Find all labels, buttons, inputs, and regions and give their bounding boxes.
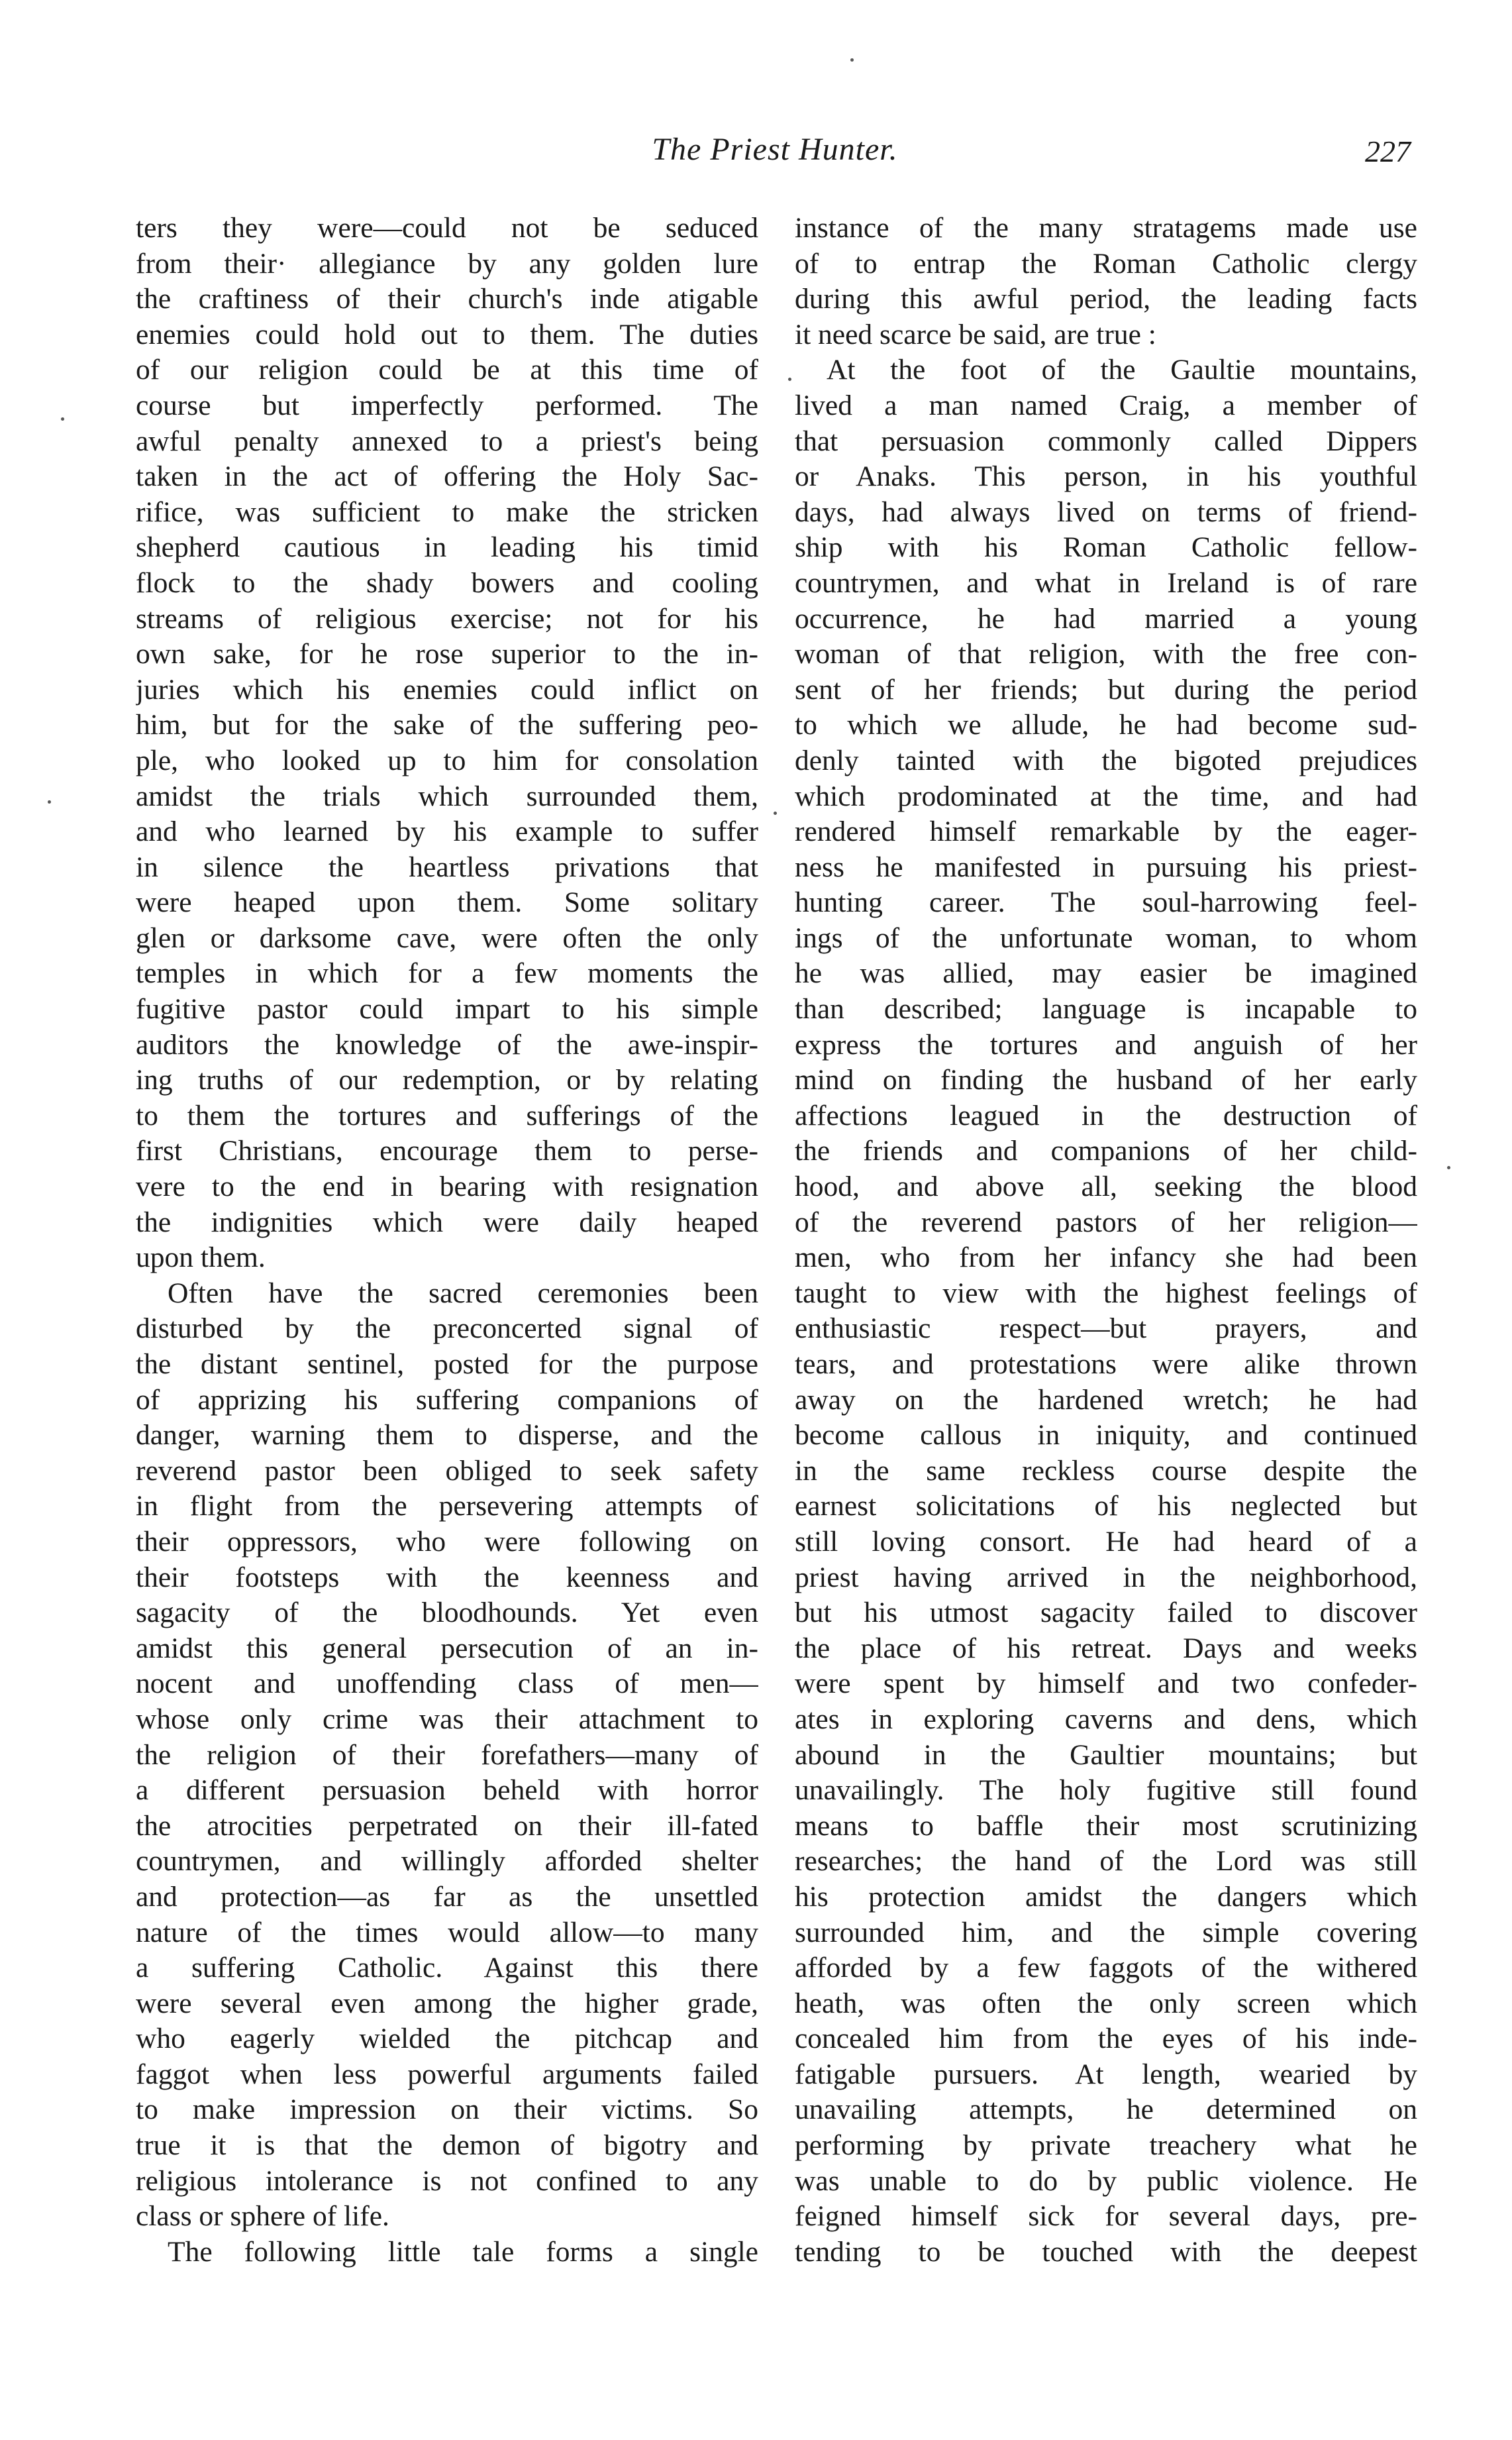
left-column-text-line: to them the tortures and sufferings of the [136, 1099, 758, 1132]
left-column-text-line: taken in the act of offering the Holy Sac- [136, 460, 758, 493]
left-column-text-line: the distant sentinel, posted for the purpose [136, 1348, 758, 1380]
right-column-text-line: in the same reckless course despite the [795, 1454, 1417, 1487]
left-column-text-line: upon them. [136, 1242, 266, 1274]
right-column-text-line: fatigable pursuers. At length, wearied by [795, 2058, 1417, 2090]
left-column-text-line: auditors the knowledge of the awe-inspir- [136, 1028, 758, 1061]
left-column-text-line: their footsteps with the keenness and [136, 1561, 758, 1593]
running-header [139, 131, 1411, 178]
left-column-text-line: vere to the end in bearing with resignation [136, 1171, 758, 1203]
right-column-text-line: or Anaks. This person, in his youthful [795, 460, 1417, 493]
left-column-text-line: a different persuasion beheld with horror [136, 1774, 758, 1807]
right-column-text-line: ings of the unfortunate woman, to whom [795, 922, 1417, 954]
left-column-text-line: nocent and unoffending class of men— [136, 1668, 758, 1700]
left-column-text-line: fugitive pastor could impart to his simple [136, 993, 758, 1026]
print-speck [774, 812, 777, 815]
right-column-text-line: the friends and companions of her child- [795, 1135, 1417, 1167]
right-column-text-line: instance of the many stratagems made use [795, 212, 1417, 244]
left-column-text-line: sagacity of the bloodhounds. Yet even [136, 1597, 758, 1629]
right-column-text-line: tending to be touched with the deepest [795, 2235, 1417, 2268]
right-column-text-line: sent of her friends; but during the period [795, 673, 1417, 706]
left-column-text-line: streams of religious exercise; not for his [136, 602, 758, 635]
right-column-text-line: woman of that religion, with the free con- [795, 638, 1417, 670]
right-column-text-line: abound in the Gaultier mountains; but [795, 1738, 1417, 1771]
left-column-text-line: of our religion could be at this time of [136, 354, 758, 386]
right-column-text-line: away on the hardened wretch; he had [795, 1383, 1417, 1416]
left-column-text-line: ple, who looked up to him for consolation [136, 744, 758, 776]
right-column-text-line: heath, was often the only screen which [795, 1987, 1417, 2019]
right-column-text-line: ship with his Roman Catholic fellow- [795, 531, 1417, 564]
left-column-text-line: a suffering Catholic. Against this there [136, 1952, 758, 1984]
print-speck [48, 800, 51, 804]
left-column-text-line: flock to the shady bowers and cooling [136, 566, 758, 599]
left-column-text-line: in flight from the persevering attempts of [136, 1490, 758, 1522]
right-column-text-line: men, who from her infancy she had been [795, 1242, 1417, 1274]
left-column-text-line: The following little tale forms a single [168, 2235, 758, 2268]
left-column-text-line: rifice, was sufficient to make the stricken [136, 496, 758, 528]
right-column-text-line: means to baffle their most scrutinizing [795, 1809, 1417, 1842]
right-column-text-line: unavailing attempts, he determined on [795, 2094, 1417, 2126]
left-column-text-line: were several even among the higher grade, [136, 1987, 758, 2019]
left-column-text-line: faggot when less powerful arguments failed [136, 2058, 758, 2090]
right-column-text-line: afforded by a few faggots of the withered [795, 1952, 1417, 1984]
right-column-text-line: surrounded him, and the simple covering [795, 1916, 1417, 1948]
right-column-text-line: express the tortures and anguish of her [795, 1028, 1417, 1061]
left-column-text-line: their oppressors, who were following on [136, 1525, 758, 1558]
right-column-text-line: concealed him from the eyes of his inde- [795, 2023, 1417, 2055]
right-column-text-line: was unable to do by public violence. He [795, 2164, 1417, 2197]
right-column-text-line: that persuasion commonly called Dippers [795, 425, 1417, 457]
right-column-text-line: days, had always lived on terms of friend- [795, 496, 1417, 528]
right-column-text-line: denly tainted with the bigoted prejudices [795, 744, 1417, 776]
right-column-text-line: than described; language is incapable to [795, 993, 1417, 1026]
right-column-text-line: the place of his retreat. Days and weeks [795, 1632, 1417, 1664]
left-column-text-line: shepherd cautious in leading his timid [136, 531, 758, 564]
print-speck [788, 378, 791, 381]
left-column-text-line: were heaped upon them. Some solitary [136, 886, 758, 919]
left-column-text-line: him, but for the sake of the suffering peo- [136, 709, 758, 741]
left-column-text-line: class or sphere of life. [136, 2200, 389, 2233]
right-column-text-line: hunting career. The soul-harrowing feel- [795, 886, 1417, 919]
left-column-text-line: amidst this general persecution of an in- [136, 1632, 758, 1664]
left-column-text-line: whose only crime was their attachment to [136, 1703, 758, 1735]
right-column-text-line: were spent by himself and two confeder- [795, 1668, 1417, 1700]
right-column-text-line: ness he manifested in pursuing his priest- [795, 851, 1417, 883]
right-column-text-line: priest having arrived in the neighborhood, [795, 1561, 1417, 1593]
left-column-text-line: the craftiness of their church's inde atigable [136, 283, 758, 315]
right-column-text-line: ates in exploring caverns and dens, which [795, 1703, 1417, 1735]
left-column-text-line: the religion of their forefathers—many of [136, 1738, 758, 1771]
left-column-text-line: countrymen, and willingly afforded shelter [136, 1845, 758, 1878]
print-speck [850, 58, 854, 62]
left-column-text-line: awful penalty annexed to a priest's being [136, 425, 758, 457]
right-column-text-line: occurrence, he had married a young [795, 602, 1417, 635]
right-column-text-line: researches; the hand of the Lord was still [795, 1845, 1417, 1878]
right-column-text-line: hood, and above all, seeking the blood [795, 1171, 1417, 1203]
left-column-text-line: from their· allegiance by any golden lure [136, 247, 758, 280]
page-number: 227 [1365, 134, 1411, 168]
left-column [136, 211, 758, 2364]
left-column-text-line: in silence the heartless privations that [136, 851, 758, 883]
right-column-text-line: enthusiastic respect—but prayers, and [795, 1312, 1417, 1345]
left-column-text-line: ters they were—could not be seduced [136, 212, 758, 244]
left-column-text-line: disturbed by the preconcerted signal of [136, 1312, 758, 1345]
right-column-text-line: earnest solicitations of his neglected but [795, 1490, 1417, 1522]
left-column-text-line: true it is that the demon of bigotry and [136, 2129, 758, 2162]
left-column-text-line: first Christians, encourage them to perse- [136, 1135, 758, 1167]
right-column-text-line: mind on finding the husband of her early [795, 1064, 1417, 1096]
left-column-text-line: nature of the times would allow—to many [136, 1916, 758, 1948]
left-column-text-line: to make impression on their victims. So [136, 2094, 758, 2126]
right-column-text-line: still loving consort. He had heard of a [795, 1525, 1417, 1558]
right-column [795, 211, 1417, 2364]
right-column-text-line: to which we allude, he had become sud- [795, 709, 1417, 741]
right-column-text-line: his protection amidst the dangers which [795, 1880, 1417, 1913]
left-column-text-line: glen or darksome cave, were often the only [136, 922, 758, 954]
left-column-text-line: the atrocities perpetrated on their ill-fated [136, 1809, 758, 1842]
left-column-text-line: amidst the trials which surrounded them, [136, 780, 758, 812]
left-column-text-line: temples in which for a few moments the [136, 957, 758, 990]
right-column-text-line: of the reverend pastors of her religion— [795, 1206, 1417, 1238]
right-column-text-line: taught to view with the highest feelings of [795, 1277, 1417, 1309]
left-column-text-line: who eagerly wielded the pitchcap and [136, 2023, 758, 2055]
right-column-text-line: tears, and protestations were alike thrown [795, 1348, 1417, 1380]
right-column-text-line: of to entrap the Roman Catholic clergy [795, 247, 1417, 280]
right-column-text-line: lived a man named Craig, a member of [795, 389, 1417, 421]
right-column-text-line: but his utmost sagacity failed to discover [795, 1597, 1417, 1629]
left-column-text-line: own sake, for he rose superior to the in- [136, 638, 758, 670]
running-title: The Priest Hunter. [652, 132, 898, 167]
right-column-text-line: become callous in iniquity, and continued [795, 1419, 1417, 1452]
right-column-text-line: At the foot of the Gaultie mountains, [827, 354, 1417, 386]
right-column-text-line: countrymen, and what in Ireland is of rare [795, 566, 1417, 599]
right-column-text-line: rendered himself remarkable by the eager- [795, 816, 1417, 848]
left-column-text-line: reverend pastor been obliged to seek safety [136, 1454, 758, 1487]
right-column-text-line: performing by private treachery what he [795, 2129, 1417, 2162]
print-speck [1447, 1166, 1450, 1169]
right-column-text-line: he was allied, may easier be imagined [795, 957, 1417, 990]
right-column-text-line: feigned himself sick for several days, pre- [795, 2200, 1417, 2233]
left-column-text-line: Often have the sacred ceremonies been [168, 1277, 758, 1309]
right-column-text-line: it need scarce be said, are true : [795, 318, 1156, 350]
right-column-text-line: during this awful period, the leading facts [795, 283, 1417, 315]
left-column-text-line: course but imperfectly performed. The [136, 389, 758, 421]
left-column-text-line: danger, warning them to disperse, and the [136, 1419, 758, 1452]
right-column-text-line: unavailingly. The holy fugitive still found [795, 1774, 1417, 1807]
left-column-text-line: the indignities which were daily heaped [136, 1206, 758, 1238]
left-column-text-line: and protection—as far as the unsettled [136, 1880, 758, 1913]
left-column-text-line: and who learned by his example to suffer [136, 816, 758, 848]
left-column-text-line: ing truths of our redemption, or by relating [136, 1064, 758, 1096]
left-column-text-line: of apprizing his suffering companions of [136, 1383, 758, 1416]
print-speck [61, 417, 64, 421]
left-column-text-line: religious intolerance is not confined to any [136, 2164, 758, 2197]
left-column-text-line: juries which his enemies could inflict on [136, 673, 758, 706]
left-column-text-line: enemies could hold out to them. The duties [136, 318, 758, 350]
right-column-text-line: which prodominated at the time, and had [795, 780, 1417, 812]
right-column-text-line: affections leagued in the destruction of [795, 1099, 1417, 1132]
